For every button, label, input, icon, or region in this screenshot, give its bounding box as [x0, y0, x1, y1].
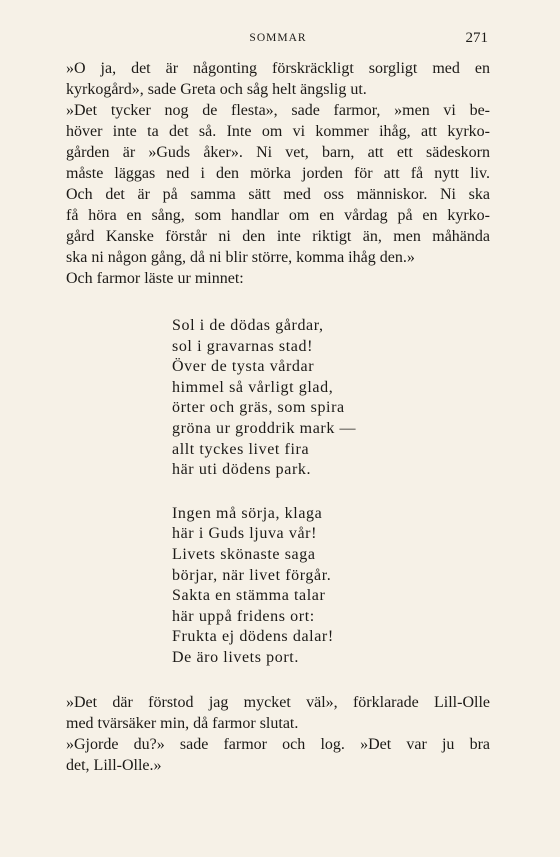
- text-line: måste läggas ned i den mörka jorden för att få nytt liv.: [66, 165, 490, 182]
- poem-line: gröna ur groddrik mark —: [172, 419, 357, 437]
- text-line: ska ni någon gång, då ni blir större, komma ihåg den.»: [66, 249, 415, 266]
- text-line: »O ja, det är någonting förskräckligt sorgligt med en: [66, 60, 490, 77]
- poem-line: De äro livets port.: [172, 648, 299, 666]
- poem-stanza: [172, 316, 356, 481]
- poem-line: Ingen må sörja, klaga: [172, 504, 323, 522]
- poem-line: Frukta ej dödens dalar!: [172, 628, 334, 646]
- poem-line: här uppå fridens ort:: [172, 607, 315, 625]
- poem-line: himmel så vårligt glad,: [172, 378, 334, 396]
- text-line: det, Lill-Olle.»: [66, 757, 162, 774]
- paragraph: [66, 58, 490, 100]
- poem-stanza: [172, 504, 356, 669]
- text-line: Och det är på samma sätt med oss människor. Ni ska: [66, 186, 490, 203]
- running-head: SOMMAR: [249, 32, 307, 44]
- text-line: »Det där förstod jag mycket väl», förklarade Lill-Olle: [66, 694, 490, 711]
- paragraph: [66, 100, 490, 268]
- poem-line: örter och gräs, som spira: [172, 399, 345, 417]
- poem-line: Över de tysta vårdar: [172, 358, 315, 376]
- paragraph: [66, 692, 490, 734]
- text-line: kyrkogård», sade Greta och såg helt ängslig ut.: [66, 81, 367, 98]
- text-line: höver inte ta det så. Inte om vi kommer ihåg, att kyrko-: [66, 123, 490, 140]
- text-line: »Det tycker nog de flesta», sade farmor, »men vi be-: [66, 102, 490, 119]
- closing-text: [66, 692, 490, 776]
- text-line: få höra en sång, som handlar om en vårdag på en kyrko-: [66, 207, 490, 224]
- poem-line: här uti dödens park.: [172, 461, 312, 479]
- poem-line: Sakta en stämma talar: [172, 587, 326, 605]
- poem-line: Sol i de dödas gårdar,: [172, 317, 324, 334]
- poem-line: här i Guds ljuva vår!: [172, 525, 318, 543]
- poem: [172, 316, 356, 669]
- page-number: 271: [465, 30, 488, 46]
- text-line: »Gjorde du?» sade farmor och log. »Det var ju bra: [66, 736, 490, 753]
- poem-intro-line: Och farmor läste ur minnet:: [66, 270, 244, 287]
- body-text: [66, 58, 490, 289]
- text-line: med tvärsäker min, då farmor slutat.: [66, 715, 299, 732]
- text-line: gården är »Guds åker». Ni vet, barn, att ett sädeskorn: [66, 144, 490, 161]
- page-header: [68, 30, 488, 48]
- poem-line: allt tyckes livet fira: [172, 440, 310, 458]
- paragraph: [66, 734, 490, 776]
- poem-line: börjar, när livet förgår.: [172, 566, 332, 584]
- poem-line: Livets skönaste saga: [172, 545, 316, 563]
- poem-line: sol i gravarnas stad!: [172, 337, 314, 355]
- text-line: gård Kanske förstår ni den inte riktigt än, men måhända: [66, 228, 490, 245]
